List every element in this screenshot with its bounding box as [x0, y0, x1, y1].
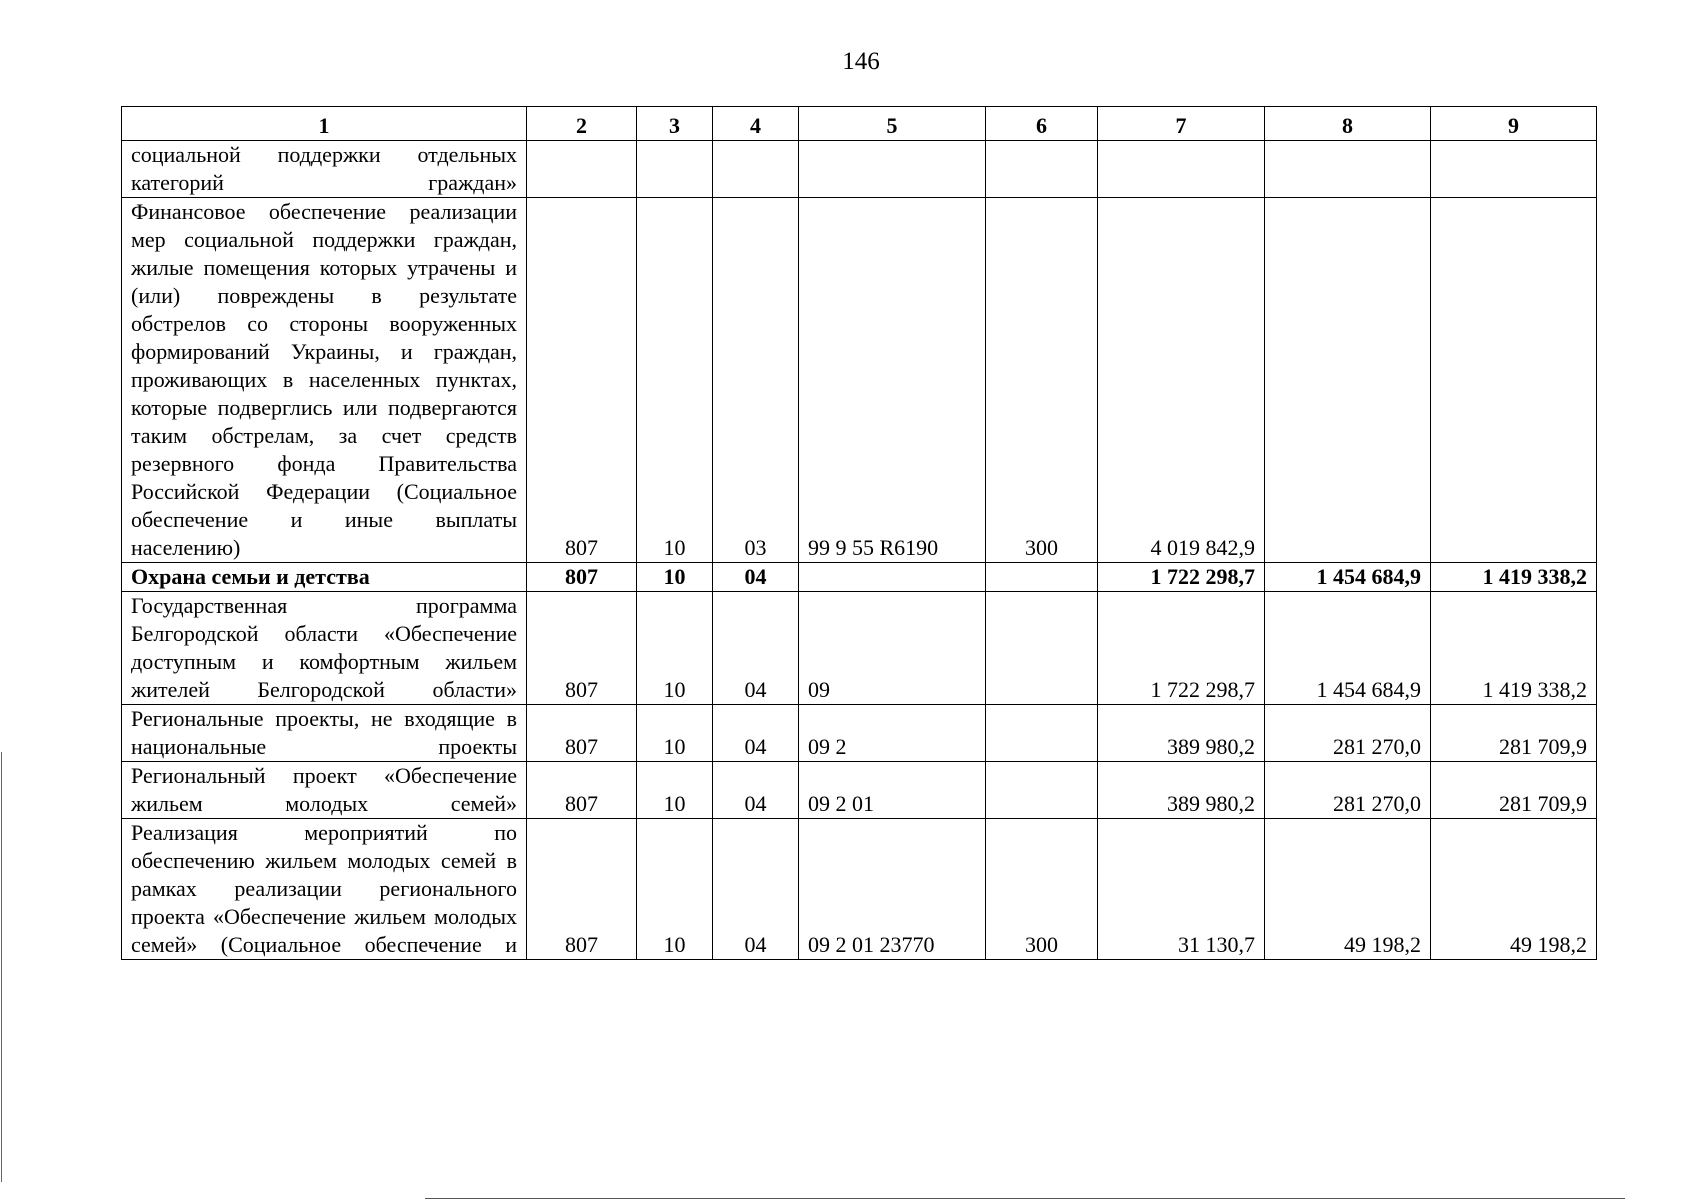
row-csr: 09 2 01 23770 — [799, 819, 986, 960]
row-ved: 807 — [527, 563, 637, 592]
row-name: Государственная программа Белгородской области «Обеспечение доступным и комфортным жильем жителей Белгородской области» — [122, 592, 527, 705]
table-row — [122, 705, 1597, 762]
row-ved: 807 — [527, 762, 637, 819]
row-pr: 03 — [713, 198, 799, 563]
row-pr: 04 — [713, 762, 799, 819]
row-rz — [637, 141, 713, 198]
row-rz: 10 — [637, 819, 713, 960]
row-year2: 1 454 684,9 — [1265, 592, 1431, 705]
row-csr: 09 2 01 — [799, 762, 986, 819]
row-csr: 99 9 55 R6190 — [799, 198, 986, 563]
row-vr — [986, 141, 1098, 198]
row-csr — [799, 141, 986, 198]
row-vr — [986, 705, 1098, 762]
row-year3: 281 709,9 — [1431, 705, 1597, 762]
row-csr: 09 — [799, 592, 986, 705]
table-row — [122, 819, 1597, 960]
budget-table — [121, 106, 1597, 960]
row-year2 — [1265, 141, 1431, 198]
table-row — [122, 762, 1597, 819]
column-number-2: 2 — [527, 107, 637, 141]
table-row — [122, 592, 1597, 705]
row-ved — [527, 141, 637, 198]
row-ved: 807 — [527, 592, 637, 705]
row-year1: 1 722 298,7 — [1098, 563, 1265, 592]
row-vr: 300 — [986, 198, 1098, 563]
column-number-7: 7 — [1098, 107, 1265, 141]
row-csr: 09 2 — [799, 705, 986, 762]
row-rz: 10 — [637, 705, 713, 762]
column-number-row — [122, 107, 1597, 141]
row-year3: 1 419 338,2 — [1431, 563, 1597, 592]
column-number-1: 1 — [122, 107, 527, 141]
row-rz: 10 — [637, 592, 713, 705]
row-year3 — [1431, 141, 1597, 198]
table-row-section — [122, 563, 1597, 592]
row-year2: 281 270,0 — [1265, 705, 1431, 762]
column-number-8: 8 — [1265, 107, 1431, 141]
row-year2: 1 454 684,9 — [1265, 563, 1431, 592]
row-name: Региональный проект «Обеспечение жильем молодых семей» — [122, 762, 527, 819]
row-year2: 49 198,2 — [1265, 819, 1431, 960]
table-row — [122, 198, 1597, 563]
row-name: Реализация мероприятий по обеспечению жильем молодых семей в рамках реализации регионального проекта «Обеспечение жильем молодых семей» (Социальное обеспечение и — [122, 819, 527, 960]
row-year1: 1 722 298,7 — [1098, 592, 1265, 705]
column-number-3: 3 — [637, 107, 713, 141]
column-number-4: 4 — [713, 107, 799, 141]
row-year3 — [1431, 198, 1597, 563]
page-number: 146 — [842, 48, 880, 75]
row-name: социальной поддержки отдельных категорий граждан» — [122, 141, 527, 198]
column-number-5: 5 — [799, 107, 986, 141]
row-year2 — [1265, 198, 1431, 563]
row-pr: 04 — [713, 563, 799, 592]
scan-bottom-line — [425, 1198, 1625, 1199]
row-year2: 281 270,0 — [1265, 762, 1431, 819]
column-number-9: 9 — [1431, 107, 1597, 141]
row-pr: 04 — [713, 592, 799, 705]
row-name: Региональные проекты, не входящие в национальные проекты — [122, 705, 527, 762]
row-vr — [986, 563, 1098, 592]
row-name: Охрана семьи и детства — [122, 563, 527, 592]
row-ved: 807 — [527, 198, 637, 563]
row-year3: 49 198,2 — [1431, 819, 1597, 960]
row-rz: 10 — [637, 563, 713, 592]
column-number-6: 6 — [986, 107, 1098, 141]
row-vr — [986, 592, 1098, 705]
row-rz: 10 — [637, 198, 713, 563]
row-name: Финансовое обеспечение реализации мер социальной поддержки граждан, жилые помещения которых утрачены и (или) повреждены в результате обстрелов со стороны вооруженных формирований Украины, и граждан, проживающих в населенных пунктах, которые подверглись или подвергаются таким обстрелам, за счет средств резервного фонда Правительства Российской Федерации (Социальное обеспечение и иные выплаты населению) — [122, 198, 527, 563]
row-pr: 04 — [713, 705, 799, 762]
row-ved: 807 — [527, 819, 637, 960]
row-pr: 04 — [713, 819, 799, 960]
table-row — [122, 141, 1597, 198]
row-year3: 281 709,9 — [1431, 762, 1597, 819]
row-year1: 4 019 842,9 — [1098, 198, 1265, 563]
row-rz: 10 — [637, 762, 713, 819]
row-vr — [986, 762, 1098, 819]
row-year1: 389 980,2 — [1098, 705, 1265, 762]
row-year1: 31 130,7 — [1098, 819, 1265, 960]
row-year1: 389 980,2 — [1098, 762, 1265, 819]
row-year3: 1 419 338,2 — [1431, 592, 1597, 705]
row-pr — [713, 141, 799, 198]
row-vr: 300 — [986, 819, 1098, 960]
row-ved: 807 — [527, 705, 637, 762]
row-csr — [799, 563, 986, 592]
row-year1 — [1098, 141, 1265, 198]
scan-edge-line — [1, 752, 2, 1182]
